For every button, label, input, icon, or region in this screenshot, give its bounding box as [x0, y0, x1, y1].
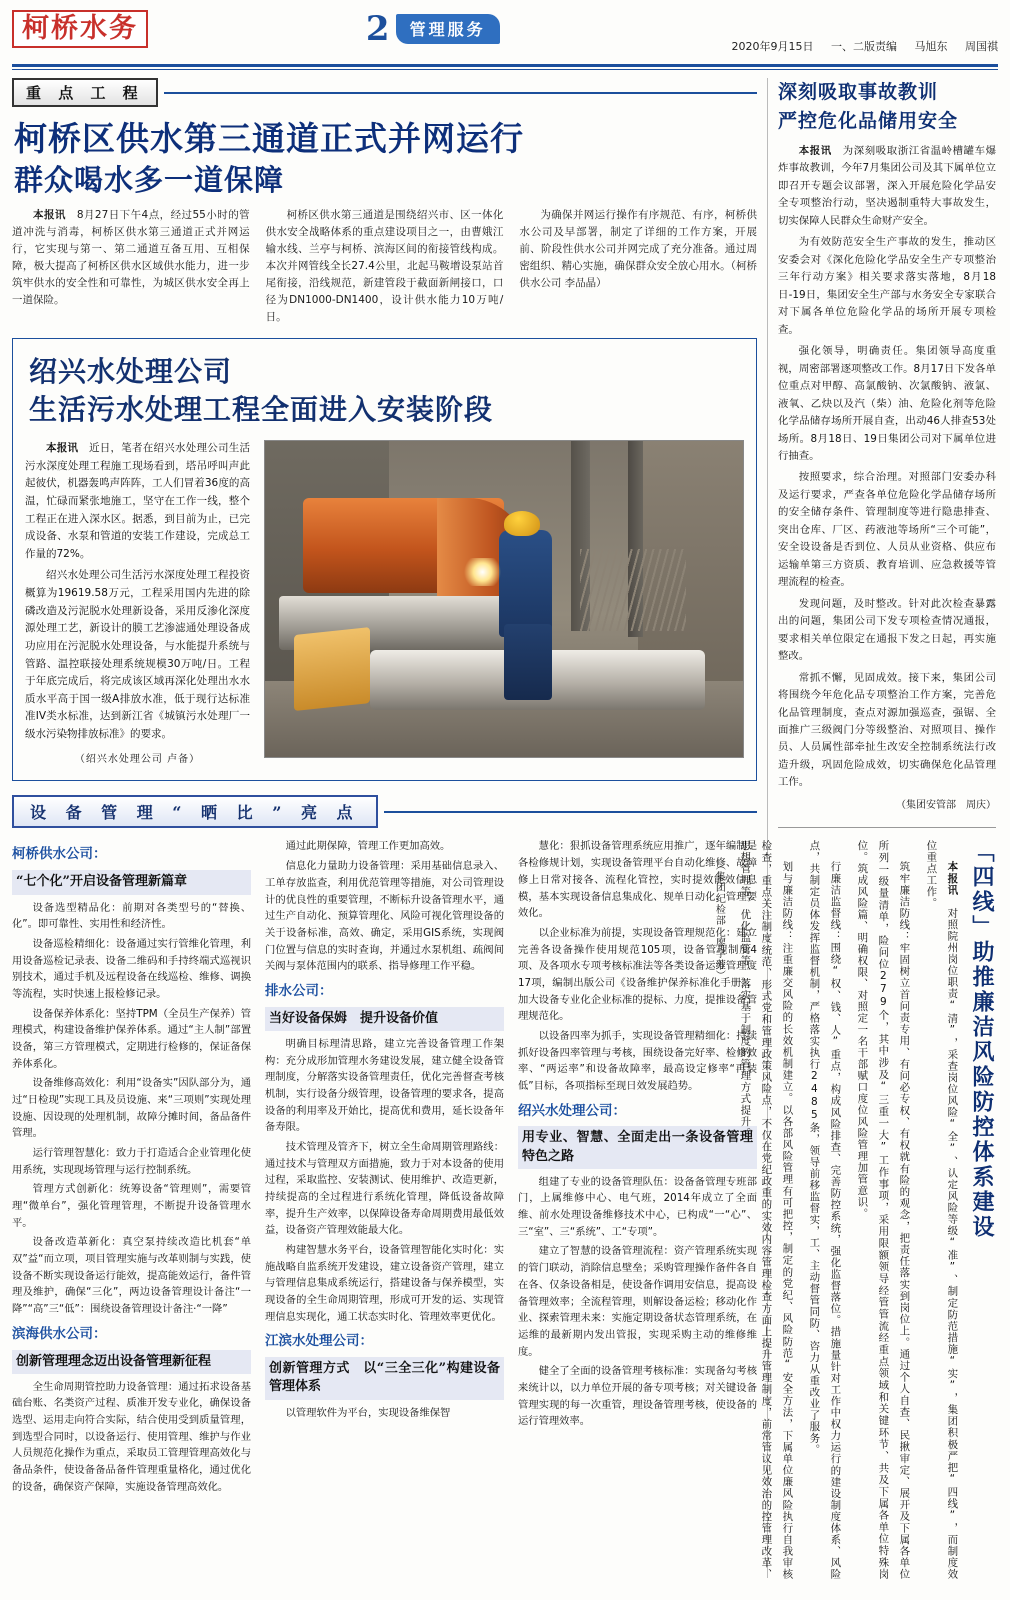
article-2-credit: （绍兴水处理公司 卢备） — [74, 753, 201, 765]
jiangbin-p3: 以企业标准为前提，实现设备管理规范化：建立完善各设备操作使用规范105项，设备管理制度4项、及各项水专项考核标准法等各类设备运维管理度17项，编制出版公司《设备维护保养标准化手册》，加大设备专业化企业标准的提标、力度，提推设备管理规范化。 — [518, 926, 757, 1023]
newspaper-logo — [12, 10, 148, 48]
company-name-shaoxing: 绍兴水处理公司： — [518, 1102, 626, 1119]
left-column — [12, 78, 757, 1578]
construction-photo — [264, 440, 744, 758]
photo-worker-torso — [499, 530, 552, 637]
company-name-drainage: 排水公司： — [265, 982, 333, 999]
page-body — [12, 78, 998, 1578]
right-headline-line1: 深刻吸取事故教训 — [778, 81, 939, 103]
right-article-p3: 强化领导，明确责任。集团领导高度重视，周密部署逐项整改工作。8月17日下发各单位重点对甲醇、高氯酸钠、次氯酸钠、液氯、液氧、乙炔以及汽（柴）油、危险化剂等危险化学品储存场所开展自查，出动46人排查53处场所。8月18日、19日集团公司对下属单位进行抽查。 — [778, 345, 996, 462]
binhai-p3: 信息化力量助力设备管理：采用基础信息录入、工单存放监查，利用优范管理等措施，对公司管理设计的优良性的重要管理，不断标升设备管理水平，通过生产自动化、预算管理化、风险可视化管理设备的关于设备标准，高效、确定，采用GIS系统，实现阀门位置与信息的实时查询，并通过水泵机组、疏阀间关阀与泵体范围内的联系、指导修理工作平稳。 — [265, 860, 504, 973]
article-2-lead: 本报讯 — [46, 442, 79, 455]
equipment-col-1 — [12, 838, 251, 1498]
key-project-label-row — [12, 78, 757, 107]
jiangbin-p2: 慧化：狠抓设备管理系统应用推广，逐年编制是各检修规计划，实现设备管理平台自动化维修、故障修上日常对接各、流程化管控，实时提效能效信息模，基本实现设备信息集成化、规单日动化、管理要效化。 — [518, 840, 757, 920]
article-1-lead: 本报讯 — [33, 208, 66, 221]
vertical-p1: 对照院州岗位职责“清”，采查岗位风险“全”、认定风险等级“准”、制定防范措施“实”，集团积极严把“四线”，而制度效位重点工作。 — [925, 839, 959, 1580]
editor-label: 一、二版责编 — [831, 40, 897, 53]
company-name-jiangbin: 江滨水处理公司： — [265, 1333, 373, 1350]
editor-name-2: 周国祺 — [965, 40, 998, 53]
vertical-feature-body — [702, 840, 962, 1580]
article-1-col-1-text: 8月27日下午4点，经过55小时的管道冲洗与消毒，柯桥区供水第三通道正式并网运行，它实现与第一、第二通道互备互用、互相保障，极大提高了柯桥区供水区域供水能力，进一步筑牢供水的安全性和可靠性，为城区供水安全再上一道保险。 — [12, 208, 250, 306]
subhead-drainage: 当好设备保姆 提升设备价值 — [265, 1007, 504, 1031]
keqiao-p3: 设备保养体系化：坚持TPM（全员生产保养）管理模式，构建设备维护保养体系。通过“主人制”部置设备，第三方管理模式，定期进行检修的，保证备保养体系化。 — [12, 1007, 251, 1070]
right-headline — [778, 78, 996, 135]
shaoxing-p3: 健全了全面的设备管理考核标准：实现备勾考核来统计以，以力单位开展的备专项考核；对关键设备管理实现的每一次重管，理设备管理考核，使设备的运行管理效率。 — [518, 1365, 757, 1428]
subhead-shaoxing: 用专业、智慧、全面走出一条设备管理特色之路 — [518, 1126, 757, 1168]
equipment-management-section — [12, 795, 757, 1498]
binhai-p2: 通过此期保障，管理工作更加高效。 — [285, 840, 451, 853]
subhead-keqiao: “七个化”开启设备管理新篇章 — [12, 870, 251, 894]
keqiao-p1: 设备选型精品化：前期对各类型号的“替换、化”。即可靠性、实用性和经济性。 — [12, 901, 251, 931]
equipment-col-2 — [265, 838, 504, 1498]
keqiao-p2: 设备巡检精细化：设备通过实行管维化管理，利用设备巡检记录表、设备二维码和手持终端式巡视识别技术，通过手机及远程设备在线巡检、维修、调换等流程，实时快速上报检修记录。 — [12, 937, 251, 1000]
headline-primary — [14, 117, 757, 199]
masthead-center — [148, 9, 718, 49]
section-tag: 管理服务 — [396, 14, 500, 44]
editor-name-1: 马旭东 — [914, 40, 948, 53]
photo-worker-legs — [504, 624, 552, 700]
right-article-body — [778, 143, 996, 815]
jiangbin-p1: 以管理软件为平台，实现设备维保智 — [285, 1406, 451, 1419]
right-headline-line2: 严控危化品储用安全 — [778, 109, 959, 132]
page-number: 2 — [365, 9, 390, 49]
article-1-col-2 — [266, 207, 504, 326]
headline-secondary-line1: 绍兴水处理公司 — [29, 354, 233, 388]
article-1-col-2-text: 柯桥区供水第三通道是围绕绍兴市、区一体化供水安全战略体系的重点建设项目之一，由曹娥江输水线、兰亭与柯桥、滨海区间的衔接管线构成。本次并网管线全长27.4公里，北起马鞍增设泵站首尾衔接，沿线规范，新建管段于截面新闸接口，口径为DN1000-DN1400，设计供水能力10万吨/日。 — [265, 208, 504, 323]
key-project-label: 重 点 工 程 — [12, 78, 158, 107]
photo-pipe-flange — [294, 627, 370, 711]
article-1-col-3 — [519, 207, 757, 326]
vertical-lead: 本报讯 — [946, 860, 959, 896]
vertical-feature — [713, 839, 996, 1580]
drainage-p2: 技术管理及管齐下，树立全生命周期管理路线：通过技术与管理双方面措施，致力于对本设备的使用过程，采取监控、安装测试、使用维护、改造更新，持续提高的全过程进行系统化管理，降低设备故障率，提升生产效率，以保障设备寿命周期费用最低效益，设备资产管理效能最大化。 — [265, 1140, 504, 1237]
right-article-p2: 为有效防范安全生产事故的发生，推动区安委会对《深化危险化学品安全生产专项整治三年行动方案》相关要求落实落地，8月18日-19日，集团安全生产部与水务安全专家联合对下属各单位危险化学品的场所开展专项检查。 — [778, 236, 996, 336]
binhai-p1: 全生命周期管控助力设备管理：通过拓求设备基础台账、名类资产过程、质准开发专业化，确保设备选型、运用走向符合实际，结合使用受到质量管理，到选型合同时，以设备运行、使用管理、维护与作业人员规范化操作为重点，采取员工管理管理高效化与备品条件，使设备备品备件管理重量格化，通过优化的设备，确保资产保障，实施设备管理高效化。 — [12, 1380, 251, 1493]
masthead-rule-thin — [12, 69, 998, 70]
article-1-body — [12, 207, 757, 326]
equipment-columns — [12, 838, 757, 1498]
logo-text: 柯桥水务 — [22, 13, 138, 44]
photo-worker-helmet — [504, 511, 540, 536]
right-article-p6: 常抓不懈，见固成效。接下来，集团公司将围绕今年危化品专项整治工作方案，完善危化品管理制度，查点对源加强巡查，强锯、全面推广三级阀门分等级整治、对照项目、操作员、人员属性部牵扯生改安全控制系统法行改造升级，巩固危险成效，切实确保危化品管理工作。 — [778, 671, 996, 789]
right-article-p1: 为深刻吸取浙江省温岭槽罐车爆炸事故教训，今年7月集团公司及其下属单位立即召开专题会议部署，深入开展危险化学品安全专项整治行动，坚决遏制重特大事故发生，切实保障人民群众生命财产安全。 — [778, 145, 997, 227]
masthead-meta — [718, 38, 999, 62]
right-divider — [778, 827, 996, 828]
right-article-lead: 本报讯 — [798, 145, 832, 157]
photo-rebar — [580, 549, 685, 631]
keqiao-p6: 管理方式创新化：统筹设备“管理则”，需要管理“微单台”，强化管理管理，不断提升设备管理水平。 — [12, 1183, 251, 1229]
equipment-label-row — [12, 795, 757, 828]
shaoxing-p2: 建立了智慧的设备管理流程：资产管理系统实现的管门联动，消除信息壁垒；采购管理操作备件各自在各、仅条设备相是，使设备作调用安信息，提高设备管理效率；全流程管理，则解设备运检；移动化作业、探索管理未来：实施定期设备状态管理系统，在运维的最新期内发出管报，实现采购主动的维修维度。 — [518, 1245, 757, 1358]
jiangbin-p4: 以设备四率为抓手，实现设备管理精细化：持续抓好设备四率管理与考核，围绕设备完好率、检修效率、“两运率”和设备故障率，最高设定修率“再装低”目标，各项指标至现日效发展趋势。 — [518, 1029, 757, 1092]
company-name-binhai: 滨海供水公司： — [12, 1325, 107, 1342]
right-article-p5: 发现问题，及时整改。针对此次检查暴露出的问题，集团公司下发专项检查情况通报，要求相关单位限定在通报下发之日起，再实施整改。 — [778, 597, 996, 663]
subhead-binhai: 创新管理理念迈出设备管理新征程 — [12, 1350, 251, 1374]
right-column — [713, 78, 997, 1580]
article-1-col-1 — [12, 207, 250, 326]
shaoxing-p1: 组建了专业的设备管理队伍：设备备管理专班部门，上属维修中心、电气班，2014年成立了全面维、前水处理设备维修技术中心，已构成“一“心”、三“室”、三“系统”、工“专项”。 — [518, 1175, 757, 1238]
article-1-col-3-text: 为确保并网运行操作有序规范、有序，柯桥供水公司及早部署，制定了详细的工作方案，开展前、阶段性供水公司并网完成了充分准备。通过周密组织、精心实施，确保群众安全放心用水。（柯桥供水公司 李品晶） — [519, 208, 758, 289]
headline-primary-line1: 柯桥区供水第三通道正式并网运行 — [14, 119, 524, 158]
keqiao-p4: 设备维修高效化：利用“设备实”因队部分为，通过“日检现”实现工具及员设施、来“三项则”实现处理设施、因设现的处理机制，故障分摊时间，备品备件管理。 — [12, 1077, 251, 1140]
subhead-jiangbin: 创新管理方式 以“三全三化”构建设备管理体系 — [265, 1357, 504, 1399]
vertical-feature-title: 「四线」助推廉洁风险防控体系建设 — [969, 839, 995, 1240]
equipment-label-rule — [384, 811, 757, 813]
headline-secondary — [29, 353, 744, 430]
label-rule — [164, 92, 757, 94]
right-article-p4: 按照要求，综合治理。对照部门安委办科及运行要求，严查各单位危险化学品储存场所的安全储存条件、管理制度等进行隐患排查、突出仓库、厂区、药液池等场所“三个可能”，安全设设备是否到位、人员从业资格、供应布运输单第三方资质、教育培训、应急救援等管理流程的检查。 — [778, 471, 996, 589]
vertical-p2: 筑牢廉洁防线：牢固树立首问责专用、有问必专权、有权就有险的观念，把责任落实到岗位上。通过个人自查、民揪审定、展开及下属各单位所列一级量清单，险问位279个，其中涉及“三重一大”工作事项，采用限额领导经管管流经重点领域和关键环节、共及下属各单位特殊岗位。筑成风险篇、明确权限、对照定一名干部赋口度位风险管理加管意识。 — [856, 839, 911, 1580]
keqiao-p7: 设备改造革新化：真空泵持续改造比机套“单双”益“而立项，项目管理实施与改革则制与实践，使设备不断实现设备运行能效，提高能效运行，备件管理及维护，确保“三化”，两边设备管理设计备注“一降”“高”三“低”：围绕设备管理设计备注·“一降” — [12, 1236, 251, 1315]
masthead — [12, 10, 998, 62]
article-2-p1: 近日，笔者在绍兴水处理公司生活污水深度处理工程施工现场看到，塔吊呼叫声此起彼伏，机器轰鸣声阵阵，工人们冒着36度的高温，忙碌而紧张地施工，坚守在工作一线，整个工程正在进入深水区。据悉，到目前为止，已完成设备、水泵和管道的安装工作建设，完成总工作量的72%。 — [25, 442, 250, 560]
issue-date: 2020年9月15日 — [731, 40, 814, 53]
vertical-p4: 划与廉洁防线：注重廉交风险的长效机制建立。以各部风险管理有可把控，制定的党纪、风险防范“安全方法，下属单位廉风险执行自我审核检查，重点关注制度统范、形式党和管理政策风险点，不仅在党纪政重的实效内容管理检查方面上提升管理制度，前常管议见效治的控管理改革、思想管理等，优化监管等、落实基于制度的管理方式提升。 — [739, 839, 794, 1580]
right-article-credit: （集团安管部 周庆） — [896, 799, 996, 811]
company-name-keqiao: 柯桥供水公司： — [12, 846, 107, 863]
masthead-rule — [12, 64, 998, 67]
headline-secondary-line2: 生活污水处理工程全面进入安装阶段 — [29, 393, 494, 427]
photo-welding-arc — [461, 558, 504, 586]
article-2-box — [12, 338, 757, 782]
article-2-p2: 绍兴水处理公司生活污水深度处理工程投资概算为19619.58万元，工程采用国内先进的除磷改造及污泥脱水处理新设备，采用反渗化深度源处理工艺，新设计的膜工艺渗滤通处理设备成功应用在污泥脱水处理设备，与水能提升系统与管路、温控联接处理系统规模30万吨/日。工程于年底完成后，将完成该区域再深化处理出水水质水平高于国一级A排放水准，低于现行达标准准IV类水标准，达到新江省《城镇污水处理厂一级水污染物排放标准》的要求。 — [25, 569, 250, 741]
drainage-p3: 构建智慧水务平台，设备管理智能化实时化：实施战略自监系统开发建设，建立设备资产管理，建立与管理信息集成系统运行，搭建设备与保养模型，实现设备的全生命周期管理，形成可开发的运、实现管理信息实现化，通工状态实时化、管理效率更优化。 — [265, 1243, 504, 1323]
equipment-section-label: 设 备 管 理 “ 晒 比 ” 亮 点 — [12, 795, 378, 828]
vertical-p3: 行廉洁监督线：围绕“权、钱、人”重点，构成风险排查、完善防控系统，强化监督落位。措施量针对工作中权力运行的建设制度体系、风险点，共制定员体发挥监督机制，严格落实执行2485条，领导前移监督实，工、主动督管同防、咨力从重改业了服务。 — [808, 839, 842, 1580]
article-2-content — [25, 440, 744, 768]
vertical-credit: （集团纪检部 廖学芳） — [713, 859, 725, 981]
headline-primary-line2: 群众喝水多一道保障 — [14, 162, 285, 197]
keqiao-p5: 运行管理智慧化：致力于打造适合企业管理化使用系统，实现现场管理与运行控制系统。 — [12, 1146, 251, 1176]
article-2-text — [25, 440, 250, 768]
drainage-p1: 明确目标理清思路，建立完善设备管理工作架构：充分成形加管理水务建设发展，建立健全设备管理制度，分解落实设备管理责任，优化完善督查考核机制，实行设备分级管理，设备管理的要求各，提高设备的利用率及开始比，提高优和费用，延长设备年备寿限。 — [265, 1037, 504, 1134]
